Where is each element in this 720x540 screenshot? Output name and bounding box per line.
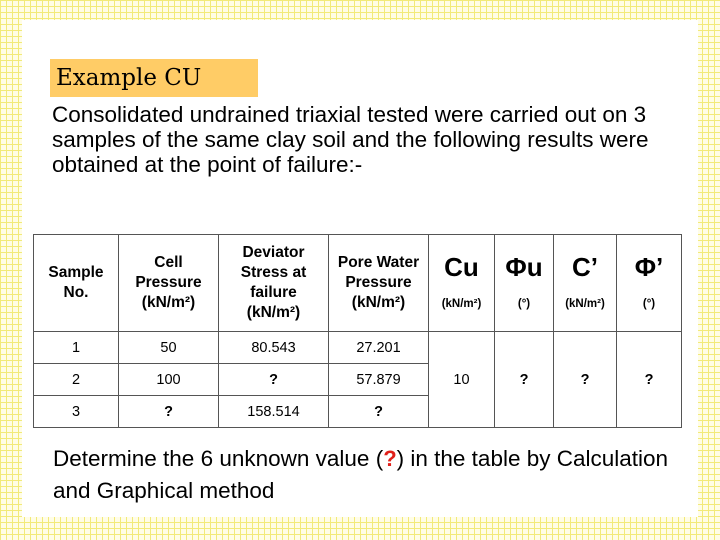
cell-pressure-cell: ?	[119, 396, 219, 428]
slide-title: Example CU	[50, 59, 258, 97]
table-header-row	[34, 235, 682, 332]
pore-pressure-cell: 27.201	[329, 332, 429, 364]
sample-cell: 1	[34, 332, 119, 364]
question-text-end: ) in the table by Calculation and Graphical method	[53, 446, 669, 503]
pore-pressure-cell: 57.879	[329, 364, 429, 396]
header-sample: Sample No.	[34, 235, 119, 332]
table-row	[34, 332, 682, 364]
sample-cell: 3	[34, 396, 119, 428]
header-c-prime: C’ (kN/m²)	[554, 235, 617, 332]
header-deviator-stress: Deviator Stress at failure (kN/m²)	[219, 235, 329, 332]
header-phi-prime: Φ’ (°)	[617, 235, 682, 332]
phi-prime-value-cell: ?	[617, 332, 682, 428]
cu-value-cell: 10	[429, 332, 495, 428]
sample-cell: 2	[34, 364, 119, 396]
question-text-start: Determine the 6 unknown value (	[53, 446, 384, 471]
deviator-stress-cell: 158.514	[219, 396, 329, 428]
deviator-stress-cell: 80.543	[219, 332, 329, 364]
c-prime-value-cell: ?	[554, 332, 617, 428]
pore-pressure-cell: ?	[329, 396, 429, 428]
header-pore-pressure: Pore Water Pressure (kN/m²)	[329, 235, 429, 332]
header-cell-pressure: Cell Pressure (kN/m²)	[119, 235, 219, 332]
slide	[22, 20, 698, 517]
results-table	[33, 234, 682, 428]
problem-statement: Consolidated undrained triaxial tested were carried out on 3 samples of the same clay soil and the following results were obtained at the point of failure:-	[52, 102, 649, 177]
cell-pressure-cell: 100	[119, 364, 219, 396]
question-mark-symbol: ?	[383, 446, 397, 471]
deviator-stress-cell: ?	[219, 364, 329, 396]
header-phiu: Φu (°)	[495, 235, 554, 332]
phiu-value-cell: ?	[495, 332, 554, 428]
task-question	[53, 443, 673, 507]
cell-pressure-cell: 50	[119, 332, 219, 364]
header-cu: Cu (kN/m²)	[429, 235, 495, 332]
